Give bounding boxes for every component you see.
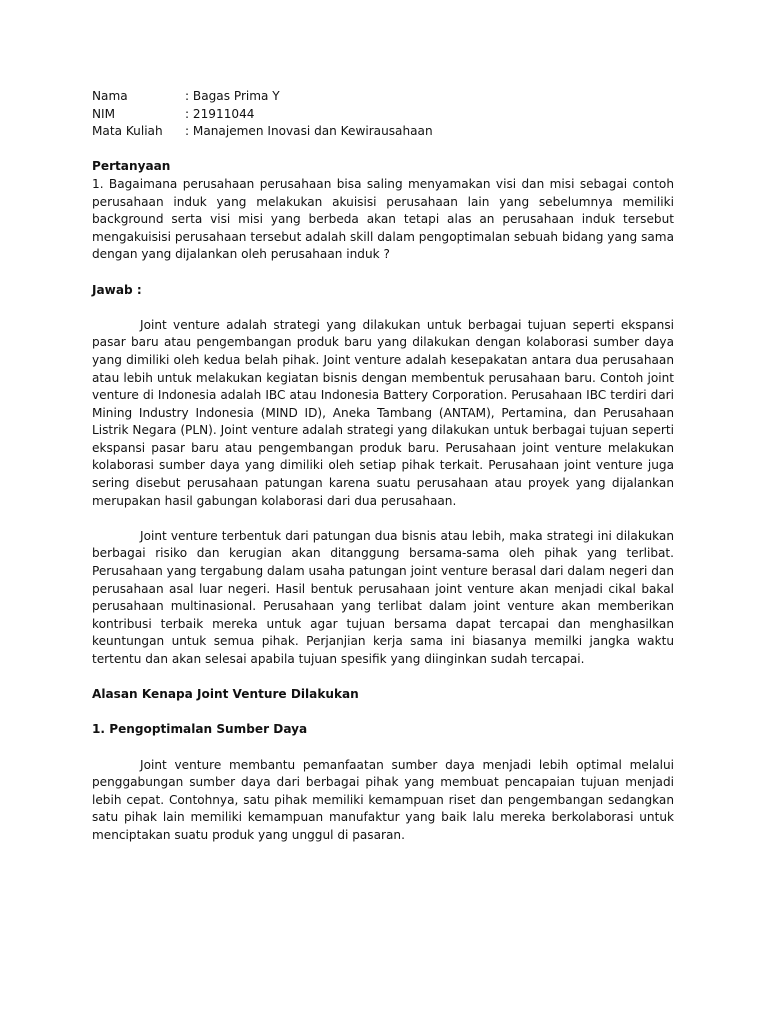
reason-1-heading: 1. Pengoptimalan Sumber Daya bbox=[92, 722, 308, 737]
course-label: Mata Kuliah bbox=[92, 124, 163, 139]
student-id-value: : 21911044 bbox=[185, 106, 255, 121]
spacer bbox=[92, 264, 674, 282]
answer-paragraph-1: Joint venture adalah strategi yang dilakukan untuk berbagai tujuan seperti ekspansi pasar baru atau pengembangan produk baru yang dilakukan dengan kolaborasi sumber daya yang dimiliki oleh kedua belah pihak. Joint venture adalah kesepakatan antara dua perusahaan atau lebih untuk melakukan kegiatan bisnis dengan membentuk perusahaan baru. Contoh joint venture di Indonesia adalah IBC atau Indonesia Battery Corporation. Perusahaan IBC terdiri dari Mining Industry Indonesia (MIND ID), Aneka Tambang (ANTAM), Pertamina, dan Perusahaan Listrik Negara (PLN). Joint venture adalah strategi yang dilakukan untuk berbagai tujuan seperti ekspansi pasar baru atau pengembangan produk baru. Perusahaan joint venture melakukan kolaborasi sumber daya yang dimiliki oleh setiap pihak terkait. Perusahaan joint venture juga sering disebut perusahaan patungan karena suatu perusahaan atau proyek yang dijalankan merupakan hasil gabungan kolaborasi dari dua perusahaan. bbox=[92, 317, 674, 508]
reason-1-paragraph: Joint venture membantu pemanfaatan sumber daya menjadi lebih optimal melalui penggabungan sumber daya dari berbagai pihak yang membuat pencapaian tujuan menjadi lebih cepat. Contohnya, satu pihak memiliki kemampuan riset dan pengembangan sedangkan satu pihak lain memiliki kemampuan manufaktur yang baik lalu mereka berkolaborasi untuk menciptakan suatu produk yang unggul di pasaran. bbox=[92, 757, 674, 842]
spacer bbox=[92, 299, 674, 317]
spacer bbox=[92, 510, 674, 528]
reasons-heading: Alasan Kenapa Joint Venture Dilakukan bbox=[92, 687, 359, 702]
spacer bbox=[92, 739, 674, 757]
course-row bbox=[92, 123, 674, 141]
question-heading: Pertanyaan bbox=[92, 159, 171, 174]
spacer bbox=[92, 704, 674, 722]
student-name-row bbox=[92, 88, 674, 106]
student-name-label: Nama bbox=[92, 89, 128, 103]
student-id-label: NIM bbox=[92, 106, 116, 121]
student-name-value: : Bagas Prima Y bbox=[185, 89, 280, 103]
answer-heading: Jawab : bbox=[92, 282, 142, 297]
document-page bbox=[92, 88, 674, 845]
answer-paragraph-2: Joint venture terbentuk dari patungan dua bisnis atau lebih, maka strategi ini dilakukan berbagai risiko dan kerugian akan ditanggung bersama-sama oleh pihak yang terlibat. Perusahaan yang tergabung dalam usaha patungan joint venture berasal dari dalam negeri dan perusahaan asal luar negeri. Hasil bentuk perusahaan joint venture akan menjadi cikal bakal perusahaan multinasional. Perusahaan yang terlibat dalam joint venture akan memberikan kontribusi terbaik mereka untuk agar tujuan bersama dapat tercapai dan menghasilkan keuntungan untuk semua pihak. Perjanjian kerja sama ini biasanya memilki jangka waktu tertentu dan akan selesai apabila tujuan spesifik yang diinginkan sudah tercapai. bbox=[92, 528, 674, 666]
question-text: 1. Bagaimana perusahaan perusahaan bisa saling menyamakan visi dan misi sebagai contoh perusahaan induk yang melakukan akuisisi perusahaan lain yang sebelumnya memiliki background serta visi misi yang berbeda akan tetapi alas an perusahaan induk tersebut mengakuisisi perusahaan tersebut adalah skill dalam pengoptimalan sebuah bidang yang sama dengan yang dijalankan oleh perusahaan induk ? bbox=[92, 176, 674, 262]
course-value: : Manajemen Inovasi dan Kewirausahaan bbox=[185, 124, 433, 139]
spacer bbox=[92, 141, 674, 159]
spacer bbox=[92, 669, 674, 687]
student-id-row bbox=[92, 106, 674, 124]
